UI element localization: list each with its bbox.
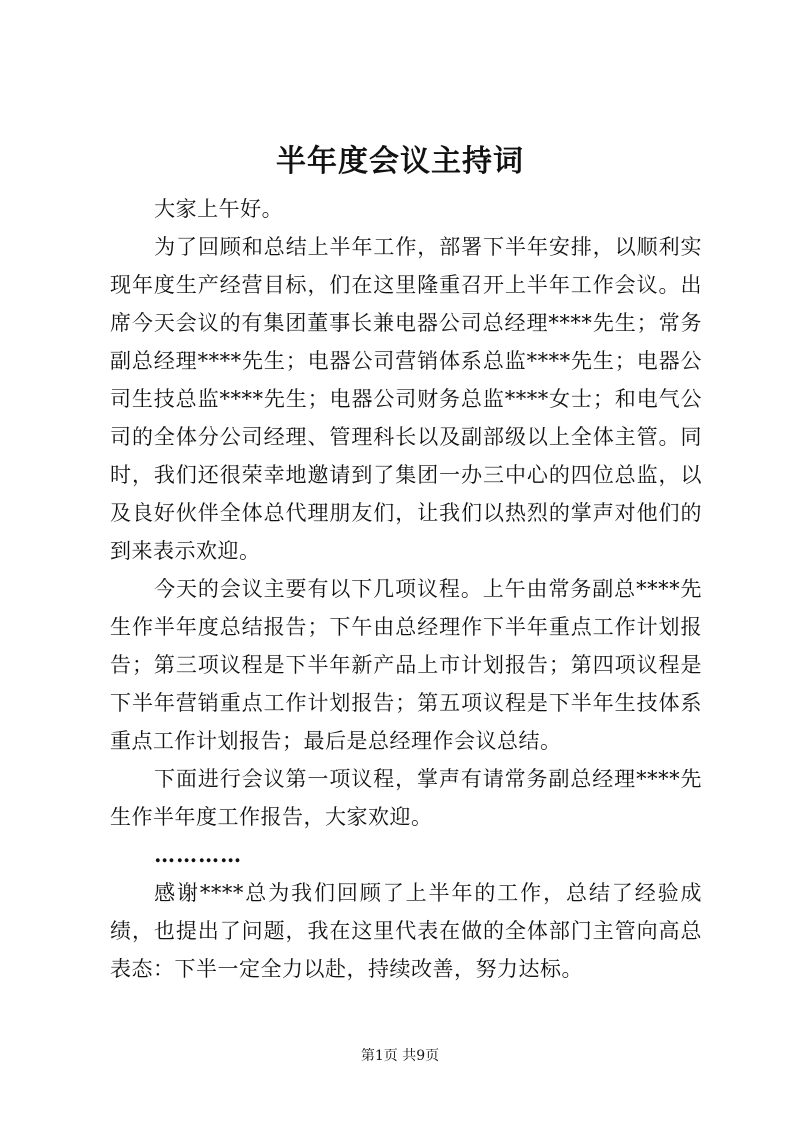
paragraph-thanks: 感谢****总为我们回顾了上半年的工作，总结了经验成绩，也提出了问题，我在这里代表在做的全体部门主管向高总表态：下半一定全力以赴，持续改善，努力达标。 bbox=[110, 881, 702, 981]
paragraph-ellipsis: ………… bbox=[154, 842, 243, 867]
paragraph-agenda: 今天的会议主要有以下几项议程。上午由常务副总****先生作半年度总结报告；下午由总经理作下半年重点工作计划报告；第三项议程是下半年新产品上市计划报告；第四项议程是下半年营销重点工作计划报告；第五项议程是下半年生技体系重点工作计划报告；最后是总经理作会议总结。 bbox=[110, 577, 702, 753]
paragraph-opening: 为了回顾和总结上半年工作，部署下半年安排，以顺利实现年度生产经营目标，们在这里隆重召开上半年工作会议。出席今天会议的有集团董事长兼电器公司总经理****先生；常务副总经理****先生；电器公司营销体系总监****先生；电器公司生技总监****先生；电器公司财务总监****女士；和电气公司的全体分公司经理、管理科长以及副部级以上全体主管。同时，我们还很荣幸地邀请到了集团一办三中心的四位总监，以及良好伙伴全体总代理朋友们，让我们以热烈的掌声对他们的到来表示欢迎。 bbox=[110, 235, 702, 563]
page-number-footer: 第1页 共9页 bbox=[360, 1048, 440, 1064]
paragraph-first-item: 下面进行会议第一项议程，掌声有请常务副总经理****先生作半年度工作报告，大家欢迎。 bbox=[110, 767, 702, 829]
document-body bbox=[110, 190, 702, 988]
paragraph-greeting: 大家上午好。 bbox=[154, 197, 284, 221]
document-title: 半年度会议主持词 bbox=[276, 144, 524, 179]
